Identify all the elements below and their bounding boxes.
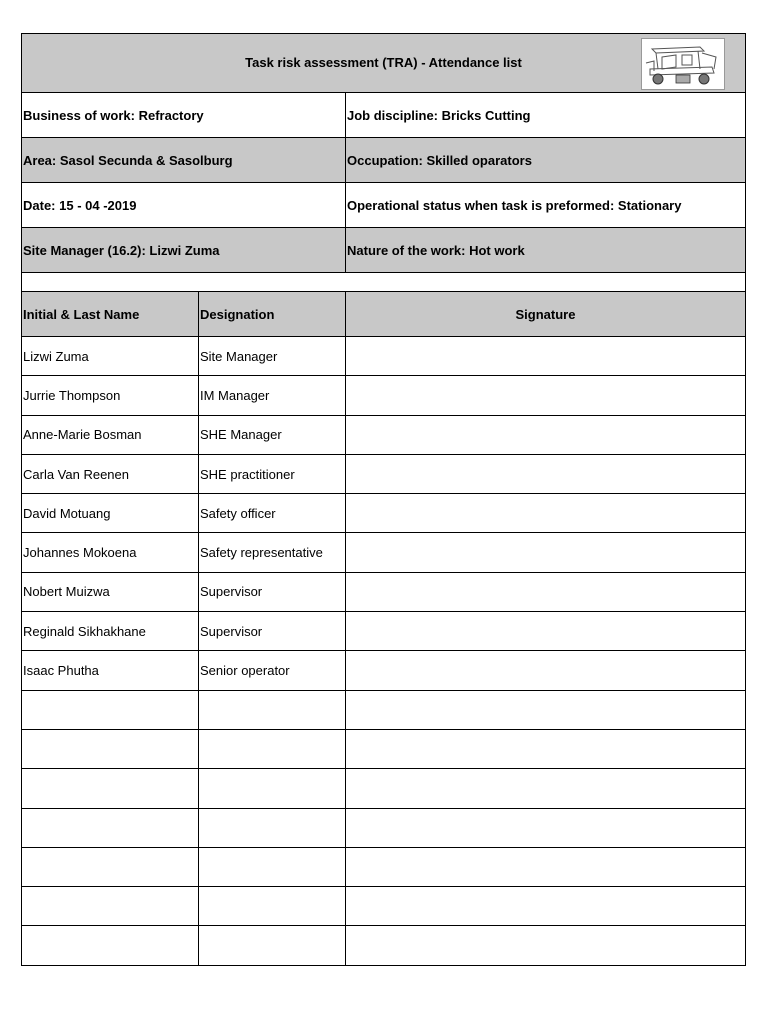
business-of-work: Business of work: Refractory — [22, 93, 346, 137]
attendee-name — [22, 769, 199, 807]
occupation: Occupation: Skilled oparators — [347, 152, 532, 168]
signature-field[interactable] — [346, 769, 745, 807]
spacer-row — [22, 273, 745, 292]
info-row-business — [22, 93, 745, 138]
table-row — [22, 926, 745, 965]
signature-field[interactable] — [346, 416, 745, 454]
date: Date: 15 - 04 -2019 — [22, 183, 346, 227]
table-header-row — [22, 292, 745, 337]
table-row — [22, 730, 745, 769]
site-manager: Site Manager (16.2): Lizwi Zuma — [22, 228, 346, 272]
attendee-designation: Senior operator — [199, 651, 346, 689]
attendance-rows — [22, 337, 745, 966]
attendee-designation: Safety representative — [199, 533, 346, 571]
table-row — [22, 416, 745, 455]
signature-field[interactable] — [346, 533, 745, 571]
attendee-name: Nobert Muizwa — [22, 573, 199, 611]
table-row — [22, 887, 745, 926]
info-row-site-manager — [22, 228, 745, 273]
table-row — [22, 376, 745, 415]
attendee-name — [22, 809, 199, 847]
table-row — [22, 337, 745, 376]
attendee-designation — [199, 926, 346, 964]
signature-field[interactable] — [346, 691, 745, 729]
job-discipline: Job discipline: Bricks Cutting — [347, 107, 531, 123]
document-title: Task risk assessment (TRA) - Attendance list — [245, 55, 522, 70]
attendee-name: Jurrie Thompson — [22, 376, 199, 414]
attendee-designation: Supervisor — [199, 573, 346, 611]
signature-field[interactable] — [346, 573, 745, 611]
table-row — [22, 691, 745, 730]
operational-status: Operational status when task is preformed: Stationary — [347, 197, 682, 213]
attendee-designation — [199, 809, 346, 847]
signature-field[interactable] — [346, 376, 745, 414]
attendee-name: Johannes Mokoena — [22, 533, 199, 571]
table-row — [22, 809, 745, 848]
attendee-name: Carla Van Reenen — [22, 455, 199, 493]
table-row — [22, 612, 745, 651]
signature-field[interactable] — [346, 612, 745, 650]
signature-field[interactable] — [346, 887, 745, 925]
header-designation: Designation — [199, 292, 346, 336]
attendee-designation: SHE Manager — [199, 416, 346, 454]
info-row-date — [22, 183, 745, 228]
attendee-designation: Supervisor — [199, 612, 346, 650]
title-row — [22, 34, 745, 93]
attendee-designation: SHE practitioner — [199, 455, 346, 493]
attendee-name: Lizwi Zuma — [22, 337, 199, 375]
road-machine-logo-icon — [641, 38, 725, 90]
attendee-name — [22, 887, 199, 925]
signature-field[interactable] — [346, 455, 745, 493]
table-row — [22, 769, 745, 808]
nature-of-work: Nature of the work: Hot work — [347, 242, 525, 258]
attendee-name — [22, 691, 199, 729]
attendance-sheet — [21, 33, 746, 966]
attendee-name — [22, 730, 199, 768]
attendee-designation: Safety officer — [199, 494, 346, 532]
attendee-name: Isaac Phutha — [22, 651, 199, 689]
attendee-name — [22, 926, 199, 964]
table-row — [22, 533, 745, 572]
signature-field[interactable] — [346, 730, 745, 768]
attendee-name: Anne-Marie Bosman — [22, 416, 199, 454]
table-row — [22, 848, 745, 887]
attendee-designation — [199, 848, 346, 886]
signature-field[interactable] — [346, 494, 745, 532]
signature-field[interactable] — [346, 337, 745, 375]
signature-field[interactable] — [346, 926, 745, 964]
table-row — [22, 651, 745, 690]
attendee-designation — [199, 691, 346, 729]
table-row — [22, 455, 745, 494]
attendee-designation: IM Manager — [199, 376, 346, 414]
info-row-area — [22, 138, 745, 183]
signature-field[interactable] — [346, 848, 745, 886]
attendee-designation — [199, 730, 346, 768]
area: Area: Sasol Secunda & Sasolburg — [22, 138, 346, 182]
attendee-designation — [199, 887, 346, 925]
table-row — [22, 494, 745, 533]
attendee-name: David Motuang — [22, 494, 199, 532]
attendee-name — [22, 848, 199, 886]
signature-field[interactable] — [346, 651, 745, 689]
attendee-designation: Site Manager — [199, 337, 346, 375]
signature-field[interactable] — [346, 809, 745, 847]
attendee-name: Reginald Sikhakhane — [22, 612, 199, 650]
attendee-designation — [199, 769, 346, 807]
table-row — [22, 573, 745, 612]
header-name: Initial & Last Name — [22, 292, 199, 336]
header-signature: Signature — [515, 306, 576, 322]
